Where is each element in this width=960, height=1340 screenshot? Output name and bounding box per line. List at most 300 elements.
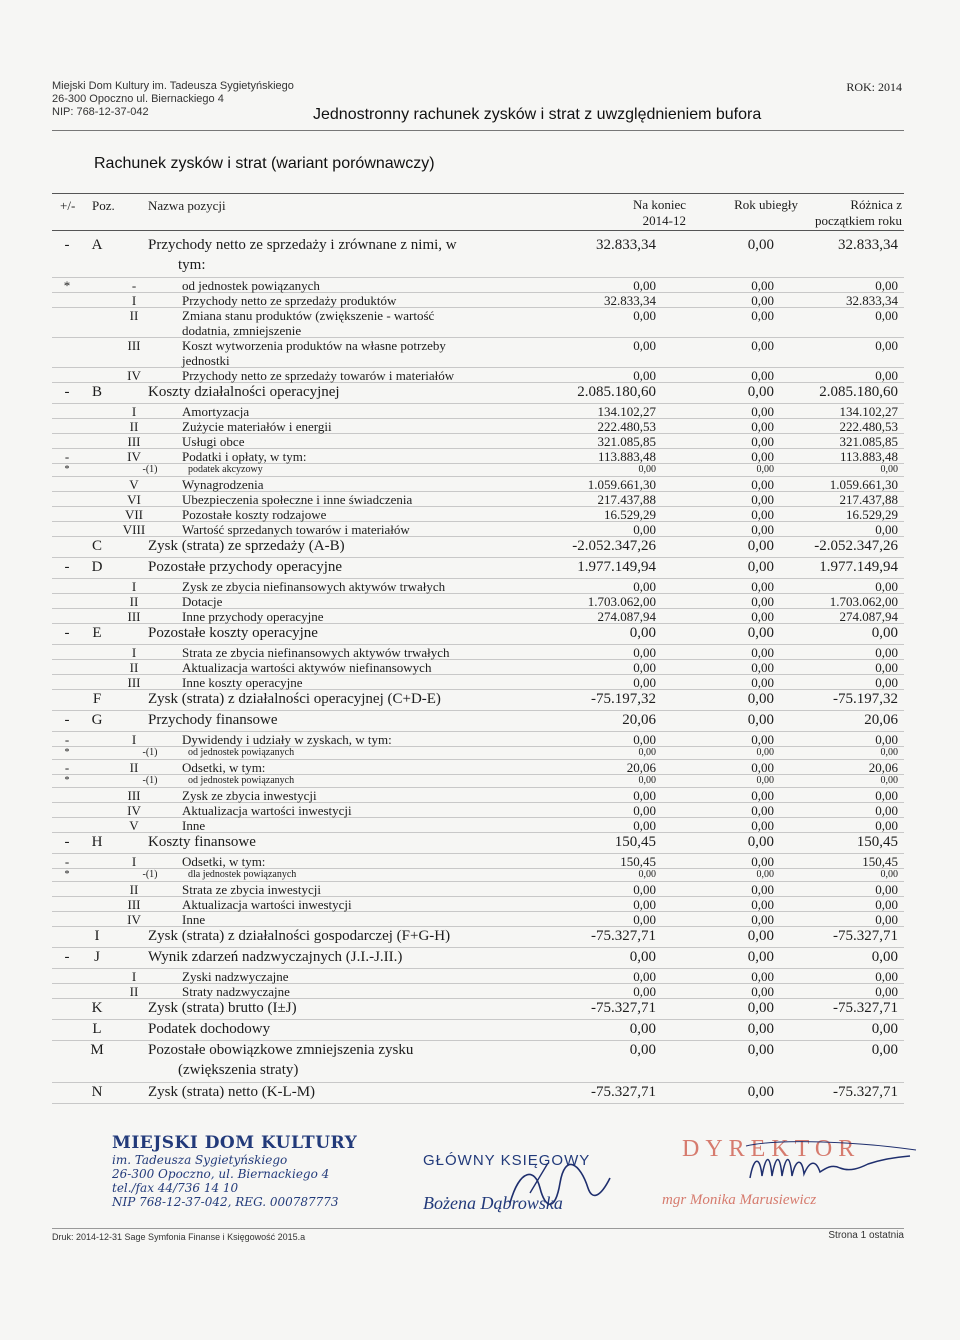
table-row bbox=[52, 969, 904, 984]
row-position: II bbox=[129, 760, 139, 775]
row-position: IV bbox=[127, 912, 141, 927]
row-value-prev: 0,00 bbox=[751, 609, 774, 624]
table-row bbox=[52, 464, 904, 477]
stamp-org-title: MIEJSKI DOM KULTURY bbox=[112, 1133, 358, 1153]
row-value-diff: 0,00 bbox=[875, 368, 898, 383]
row-name: od jednostek powiązanych bbox=[188, 747, 295, 758]
table-row bbox=[52, 711, 904, 732]
row-name: Inne bbox=[182, 818, 206, 833]
org-name: Miejski Dom Kultury im. Tadeusza Sygietyńskiego bbox=[52, 80, 294, 92]
row-value-prev: 0,00 bbox=[751, 308, 774, 323]
row-value-end: 0,00 bbox=[629, 949, 656, 965]
row-sign: * bbox=[64, 747, 70, 758]
row-value-end: -75.327,71 bbox=[591, 1000, 656, 1016]
row-value-diff: 0,00 bbox=[875, 882, 898, 897]
row-value-end: 32.833,34 bbox=[604, 293, 656, 308]
table-row bbox=[52, 236, 904, 278]
row-value-prev: 0,00 bbox=[747, 237, 774, 253]
director-stamp-title: DYREKTOR bbox=[682, 1136, 861, 1162]
row-value-end: 0,00 bbox=[633, 788, 656, 803]
col-prev-header: Rok ubiegły bbox=[734, 197, 798, 212]
row-value-diff: 0,00 bbox=[875, 788, 898, 803]
row-value-end: -75.327,71 bbox=[591, 928, 656, 944]
row-position: J bbox=[94, 949, 100, 965]
row-position: VIII bbox=[122, 522, 146, 537]
table-row bbox=[52, 818, 904, 833]
row-value-prev: 0,00 bbox=[751, 278, 774, 293]
row-name: Zysk (strata) z działalności operacyjnej (C+D-E) bbox=[148, 691, 441, 707]
row-value-end: 0,00 bbox=[633, 675, 656, 690]
row-value-prev: 0,00 bbox=[751, 492, 774, 507]
print-info: Druk: 2014-12-31 Sage Symfonia Finanse i Księgowość 2015.a bbox=[52, 1232, 306, 1242]
row-value-prev: 0,00 bbox=[747, 625, 774, 641]
row-name: Koszty finansowe bbox=[148, 834, 256, 850]
row-value-prev: 0,00 bbox=[756, 775, 774, 786]
row-position: III bbox=[127, 675, 141, 690]
row-value-end: 0,00 bbox=[633, 897, 656, 912]
stamp-org-line3: tel./fax 44/736 14 10 bbox=[112, 1181, 239, 1195]
row-value-diff: 16.529,29 bbox=[846, 507, 898, 522]
table-row bbox=[52, 854, 904, 869]
row-name: Inne przychody operacyjne bbox=[182, 609, 324, 624]
row-position: C bbox=[91, 538, 102, 554]
row-name: podatek akcyzowy bbox=[188, 464, 263, 475]
row-position: I bbox=[131, 732, 137, 747]
row-value-end: 0,00 bbox=[633, 368, 656, 383]
row-value-diff: 0,00 bbox=[875, 803, 898, 818]
row-name: Aktualizacja wartości inwestycji bbox=[182, 803, 352, 818]
row-value-diff: 0,00 bbox=[880, 869, 898, 880]
row-value-prev: 0,00 bbox=[751, 507, 774, 522]
row-value-prev: 0,00 bbox=[751, 675, 774, 690]
row-value-diff: 0,00 bbox=[871, 625, 898, 641]
row-value-diff: 0,00 bbox=[875, 675, 898, 690]
header-divider bbox=[52, 130, 904, 131]
row-value-diff: 321.085,85 bbox=[839, 434, 898, 449]
row-value-end: 150,45 bbox=[614, 834, 656, 850]
table-row bbox=[52, 594, 904, 609]
row-value-diff: 0,00 bbox=[875, 579, 898, 594]
row-value-prev: 0,00 bbox=[751, 732, 774, 747]
row-value-prev: 0,00 bbox=[751, 404, 774, 419]
row-name: Zysk ze zbycia inwestycji bbox=[182, 788, 317, 803]
director-signature bbox=[740, 1138, 920, 1198]
stamp-org-line4: NIP 768-12-37-042, REG. 000787773 bbox=[112, 1195, 339, 1209]
col-end-header-l1: Na koniec bbox=[632, 197, 686, 212]
table-row bbox=[52, 449, 904, 464]
row-name: Strata ze zbycia inwestycji bbox=[182, 882, 321, 897]
row-value-prev: 0,00 bbox=[751, 882, 774, 897]
table-row bbox=[52, 368, 904, 383]
table-row bbox=[52, 507, 904, 522]
row-position: I bbox=[131, 293, 137, 308]
page-number: Strona 1 ostatnia bbox=[828, 1230, 904, 1241]
table-row bbox=[52, 492, 904, 507]
table-row bbox=[52, 660, 904, 675]
row-value-diff: -75.197,32 bbox=[833, 691, 898, 707]
table-row bbox=[52, 404, 904, 419]
row-sign: - bbox=[64, 834, 70, 850]
row-position: I bbox=[131, 969, 137, 984]
row-position: - bbox=[131, 278, 137, 293]
director-stamp-name: mgr Monika Marusiewicz bbox=[662, 1192, 817, 1208]
row-value-end: -75.327,71 bbox=[591, 1084, 656, 1100]
col-name-header: Nazwa pozycji bbox=[148, 198, 226, 213]
row-value-prev: 0,00 bbox=[747, 1021, 774, 1037]
row-sign: - bbox=[64, 854, 70, 869]
row-name: Zysk ze zbycia niefinansowych aktywów trwałych bbox=[182, 579, 446, 594]
row-name: Inne koszty operacyjne bbox=[182, 675, 303, 690]
row-value-prev: 0,00 bbox=[747, 1042, 774, 1058]
row-value-end: 0,00 bbox=[633, 522, 656, 537]
col-end-header-l2: 2014-12 bbox=[642, 213, 686, 228]
accountant-stamp-title: GŁÓWNY KSIĘGOWY bbox=[423, 1152, 591, 1169]
table-row bbox=[52, 522, 904, 537]
row-position: B bbox=[91, 384, 102, 400]
table-row bbox=[52, 609, 904, 624]
table-row bbox=[52, 338, 904, 368]
row-value-prev: 0,00 bbox=[751, 522, 774, 537]
row-sign: - bbox=[64, 384, 70, 400]
row-value-prev: 0,00 bbox=[756, 869, 774, 880]
row-sign: * bbox=[64, 464, 70, 475]
row-name: od jednostek powiązanych bbox=[188, 775, 295, 786]
row-sign: * bbox=[64, 869, 70, 880]
row-value-prev: 0,00 bbox=[751, 660, 774, 675]
row-value-prev: 0,00 bbox=[747, 949, 774, 965]
row-name: Zysk (strata) z działalności gospodarczej (F+G-H) bbox=[148, 928, 451, 944]
row-position: I bbox=[131, 579, 137, 594]
row-value-diff: 0,00 bbox=[875, 912, 898, 927]
row-value-end: 0,00 bbox=[638, 747, 656, 758]
table-row bbox=[52, 278, 904, 293]
row-value-end: 0,00 bbox=[633, 660, 656, 675]
row-value-end: 217.437,88 bbox=[597, 492, 656, 507]
row-value-diff: 0,00 bbox=[871, 1021, 898, 1037]
row-name-continued: dodatnia, zmniejszenie bbox=[182, 323, 302, 338]
row-value-end: 0,00 bbox=[633, 645, 656, 660]
org-nip: NIP: 768-12-37-042 bbox=[52, 106, 149, 118]
report-year: ROK: 2014 bbox=[846, 80, 902, 94]
table-row bbox=[52, 747, 904, 760]
row-value-end: 222.480,53 bbox=[597, 419, 656, 434]
row-value-end: 0,00 bbox=[629, 625, 656, 641]
row-position: II bbox=[129, 882, 139, 897]
table-row bbox=[52, 912, 904, 927]
row-position: D bbox=[91, 559, 103, 575]
row-value-diff: 20,06 bbox=[868, 760, 898, 775]
row-value-end: 0,00 bbox=[633, 579, 656, 594]
row-name: Koszt wytworzenia produktów na własne potrzeby bbox=[182, 338, 446, 353]
row-name: Amortyzacja bbox=[182, 404, 250, 419]
row-value-end: 20,06 bbox=[622, 712, 656, 728]
col-sign-header: +/- bbox=[60, 198, 76, 213]
row-value-diff: 0,00 bbox=[875, 984, 898, 999]
row-name: Przychody netto ze sprzedaży i zrównane z nimi, w bbox=[148, 237, 457, 253]
row-value-end: -2.052.347,26 bbox=[572, 538, 656, 554]
row-name: Odsetki, w tym: bbox=[182, 760, 266, 775]
row-position: I bbox=[94, 928, 100, 944]
table-row bbox=[52, 1041, 904, 1083]
row-name: Podatki i opłaty, w tym: bbox=[182, 449, 307, 464]
row-name: Dywidendy i udziały w zyskach, w tym: bbox=[182, 732, 392, 747]
row-value-prev: 0,00 bbox=[751, 293, 774, 308]
row-position: II bbox=[129, 594, 139, 609]
row-value-end: 0,00 bbox=[638, 775, 656, 786]
row-value-diff: 0,00 bbox=[875, 645, 898, 660]
row-name: od jednostek powiązanych bbox=[182, 278, 320, 293]
table-row bbox=[52, 645, 904, 660]
row-value-diff: 0,00 bbox=[875, 969, 898, 984]
row-value-diff: 2.085.180,60 bbox=[819, 384, 898, 400]
row-position: II bbox=[129, 419, 139, 434]
row-value-prev: 0,00 bbox=[751, 760, 774, 775]
row-position: -(1) bbox=[142, 775, 158, 786]
row-name: Pozostałe koszty rodzajowe bbox=[182, 507, 327, 522]
row-value-diff: 150,45 bbox=[862, 854, 898, 869]
col-pos-header: Poz. bbox=[92, 198, 115, 213]
row-sign: - bbox=[64, 712, 70, 728]
row-name: Aktualizacja wartości aktywów niefinansowych bbox=[182, 660, 432, 675]
row-value-end: 0,00 bbox=[629, 1042, 656, 1058]
row-position: IV bbox=[127, 449, 141, 464]
stamp-org-line1: im. Tadeusza Sygietyńskiego bbox=[112, 1153, 288, 1167]
row-name: Pozostałe przychody operacyjne bbox=[148, 559, 343, 575]
report-title: Jednostronny rachunek zysków i strat z uwzględnieniem bufora bbox=[313, 106, 762, 123]
table-row bbox=[52, 869, 904, 882]
row-value-prev: 0,00 bbox=[747, 691, 774, 707]
row-value-prev: 0,00 bbox=[751, 897, 774, 912]
table-row bbox=[52, 293, 904, 308]
row-name: Podatek dochodowy bbox=[148, 1021, 271, 1037]
row-name: Straty nadzwyczajne bbox=[182, 984, 290, 999]
row-value-prev: 0,00 bbox=[751, 419, 774, 434]
organization-stamp bbox=[112, 1133, 357, 1209]
row-value-diff: 0,00 bbox=[875, 818, 898, 833]
table-row bbox=[52, 434, 904, 449]
row-position: VII bbox=[124, 507, 144, 522]
row-value-diff: 113.883,48 bbox=[839, 449, 898, 464]
row-value-end: -75.197,32 bbox=[591, 691, 656, 707]
row-position: III bbox=[127, 434, 141, 449]
row-sign: - bbox=[64, 449, 70, 464]
row-name: Strata ze zbycia niefinansowych aktywów trwałych bbox=[182, 645, 450, 660]
row-value-prev: 0,00 bbox=[751, 803, 774, 818]
row-position: III bbox=[127, 788, 141, 803]
row-value-end: 321.085,85 bbox=[597, 434, 656, 449]
table-row bbox=[52, 927, 904, 948]
row-name: Przychody finansowe bbox=[148, 712, 278, 728]
org-address: 26-300 Opoczno ul. Biernackiego 4 bbox=[52, 93, 224, 105]
row-value-end: 16.529,29 bbox=[604, 507, 656, 522]
row-value-diff: 0,00 bbox=[875, 732, 898, 747]
row-value-prev: 0,00 bbox=[747, 928, 774, 944]
row-position: L bbox=[92, 1021, 102, 1037]
row-position: F bbox=[92, 691, 102, 707]
row-value-prev: 0,00 bbox=[751, 579, 774, 594]
row-sign: - bbox=[64, 625, 70, 641]
stamp-org-line2: 26-300 Opoczno, ul. Biernackiego 4 bbox=[112, 1167, 330, 1181]
row-sign: - bbox=[64, 949, 70, 965]
row-value-end: 0,00 bbox=[638, 464, 656, 475]
row-name: Przychody netto ze sprzedaży towarów i materiałów bbox=[182, 368, 455, 383]
table-row bbox=[52, 999, 904, 1020]
report-subtitle: Rachunek zysków i strat (wariant porównawczy) bbox=[94, 155, 435, 172]
row-name: Koszty działalności operacyjnej bbox=[148, 384, 340, 400]
row-value-diff: 0,00 bbox=[875, 897, 898, 912]
col-diff-header-l1: Różnica z bbox=[850, 197, 902, 212]
row-value-prev: 0,00 bbox=[747, 1000, 774, 1016]
row-value-end: 134.102,27 bbox=[597, 404, 656, 419]
table-row bbox=[52, 1020, 904, 1041]
row-position: G bbox=[91, 712, 103, 728]
row-position: IV bbox=[127, 803, 141, 818]
row-name: Odsetki, w tym: bbox=[182, 854, 266, 869]
row-value-end: 113.883,48 bbox=[597, 449, 656, 464]
table-row bbox=[52, 675, 904, 690]
row-value-end: 0,00 bbox=[633, 969, 656, 984]
row-value-prev: 0,00 bbox=[751, 912, 774, 927]
row-value-diff: -75.327,71 bbox=[833, 1084, 898, 1100]
row-name: Wynagrodzenia bbox=[182, 477, 264, 492]
row-value-prev: 0,00 bbox=[751, 969, 774, 984]
row-value-prev: 0,00 bbox=[747, 1084, 774, 1100]
row-name: Dotacje bbox=[182, 594, 223, 609]
row-name: Zysk (strata) ze sprzedaży (A-B) bbox=[148, 538, 345, 554]
row-name: Pozostałe koszty operacyjne bbox=[148, 625, 318, 641]
row-sign: * bbox=[64, 775, 70, 786]
row-value-end: 20,06 bbox=[626, 760, 656, 775]
row-position: I bbox=[131, 404, 137, 419]
row-value-end: 274.087,94 bbox=[597, 609, 656, 624]
row-position: I bbox=[131, 854, 137, 869]
row-value-prev: 0,00 bbox=[747, 834, 774, 850]
row-value-prev: 0,00 bbox=[747, 559, 774, 575]
row-value-diff: 0,00 bbox=[871, 949, 898, 965]
row-position: M bbox=[90, 1042, 104, 1058]
table-row bbox=[52, 984, 904, 999]
row-value-prev: 0,00 bbox=[751, 338, 774, 353]
row-value-prev: 0,00 bbox=[756, 747, 774, 758]
row-value-diff: 0,00 bbox=[875, 278, 898, 293]
row-value-prev: 0,00 bbox=[751, 788, 774, 803]
accountant-stamp-name: Bożena Dąbrowska bbox=[423, 1193, 563, 1213]
row-value-end: 32.833,34 bbox=[596, 237, 656, 253]
table-header bbox=[52, 193, 904, 231]
row-value-prev: 0,00 bbox=[751, 984, 774, 999]
table-row bbox=[52, 1083, 904, 1104]
row-value-diff: 0,00 bbox=[871, 1042, 898, 1058]
col-diff-header-l2: początkiem roku bbox=[815, 213, 902, 228]
row-value-end: 0,00 bbox=[629, 1021, 656, 1037]
row-name: Wartość sprzedanych towarów i materiałów bbox=[182, 522, 410, 537]
row-name: Wynik zdarzeń nadzwyczajnych (J.I.-J.II.) bbox=[148, 949, 403, 965]
row-value-end: 0,00 bbox=[633, 984, 656, 999]
row-position: V bbox=[129, 477, 139, 492]
row-value-end: 150,45 bbox=[620, 854, 656, 869]
table-row bbox=[52, 690, 904, 711]
row-position: E bbox=[92, 625, 102, 641]
row-value-diff: 217.437,88 bbox=[839, 492, 898, 507]
row-value-diff: 1.977.149,94 bbox=[819, 559, 898, 575]
row-value-diff: 32.833,34 bbox=[846, 293, 898, 308]
row-position: I bbox=[131, 645, 137, 660]
row-position: -(1) bbox=[142, 747, 158, 758]
row-value-diff: 134.102,27 bbox=[839, 404, 898, 419]
row-value-diff: 0,00 bbox=[880, 464, 898, 475]
row-value-diff: 0,00 bbox=[880, 775, 898, 786]
row-sign: - bbox=[64, 732, 70, 747]
row-value-end: 0,00 bbox=[638, 869, 656, 880]
row-value-diff: 20,06 bbox=[864, 712, 898, 728]
row-name: Zużycie materiałów i energii bbox=[182, 419, 332, 434]
row-value-diff: 0,00 bbox=[875, 522, 898, 537]
row-value-end: 0,00 bbox=[633, 308, 656, 323]
row-name-continued: (zwiększenia straty) bbox=[178, 1062, 299, 1078]
row-value-prev: 0,00 bbox=[751, 449, 774, 464]
row-value-diff: 0,00 bbox=[875, 338, 898, 353]
table-row bbox=[52, 760, 904, 775]
table-row bbox=[52, 775, 904, 788]
table-row bbox=[52, 624, 904, 645]
table-row bbox=[52, 948, 904, 969]
row-position: V bbox=[129, 818, 139, 833]
row-position: H bbox=[91, 834, 103, 850]
row-value-diff: 0,00 bbox=[875, 660, 898, 675]
row-position: II bbox=[129, 984, 139, 999]
row-value-end: 1.977.149,94 bbox=[577, 559, 656, 575]
accountant-signature bbox=[500, 1158, 620, 1218]
table-row bbox=[52, 579, 904, 594]
row-value-diff: 150,45 bbox=[856, 834, 898, 850]
table-row bbox=[52, 558, 904, 579]
table-row bbox=[52, 419, 904, 434]
row-value-end: 2.085.180,60 bbox=[577, 384, 656, 400]
row-value-end: 1.059.661,30 bbox=[587, 477, 656, 492]
row-value-end: 0,00 bbox=[633, 338, 656, 353]
row-value-prev: 0,00 bbox=[751, 368, 774, 383]
row-value-diff: 32.833,34 bbox=[838, 237, 898, 253]
row-value-diff: 1.703.062,00 bbox=[829, 594, 898, 609]
row-position: A bbox=[91, 237, 103, 253]
row-position: III bbox=[127, 609, 141, 624]
row-value-prev: 0,00 bbox=[751, 477, 774, 492]
row-value-diff: -75.327,71 bbox=[833, 928, 898, 944]
row-name: Przychody netto ze sprzedaży produktów bbox=[182, 293, 397, 308]
table-row bbox=[52, 308, 904, 338]
statement-table bbox=[52, 236, 904, 1104]
table-row bbox=[52, 537, 904, 558]
row-value-end: 0,00 bbox=[633, 803, 656, 818]
table-row bbox=[52, 803, 904, 818]
row-value-prev: 0,00 bbox=[747, 384, 774, 400]
row-position: IV bbox=[127, 368, 141, 383]
row-name: Zyski nadzwyczajne bbox=[182, 969, 289, 984]
row-value-diff: 0,00 bbox=[880, 747, 898, 758]
row-value-prev: 0,00 bbox=[751, 854, 774, 869]
row-name: Zysk (strata) brutto (I±J) bbox=[148, 1000, 297, 1016]
row-value-end: 0,00 bbox=[633, 912, 656, 927]
row-position: VI bbox=[127, 492, 141, 507]
row-position: III bbox=[127, 897, 141, 912]
row-value-prev: 0,00 bbox=[747, 538, 774, 554]
row-value-prev: 0,00 bbox=[751, 818, 774, 833]
table-row bbox=[52, 897, 904, 912]
organization-header bbox=[52, 80, 294, 119]
row-name-continued: jednostki bbox=[182, 353, 230, 368]
row-value-diff: 222.480,53 bbox=[839, 419, 898, 434]
table-row bbox=[52, 788, 904, 803]
